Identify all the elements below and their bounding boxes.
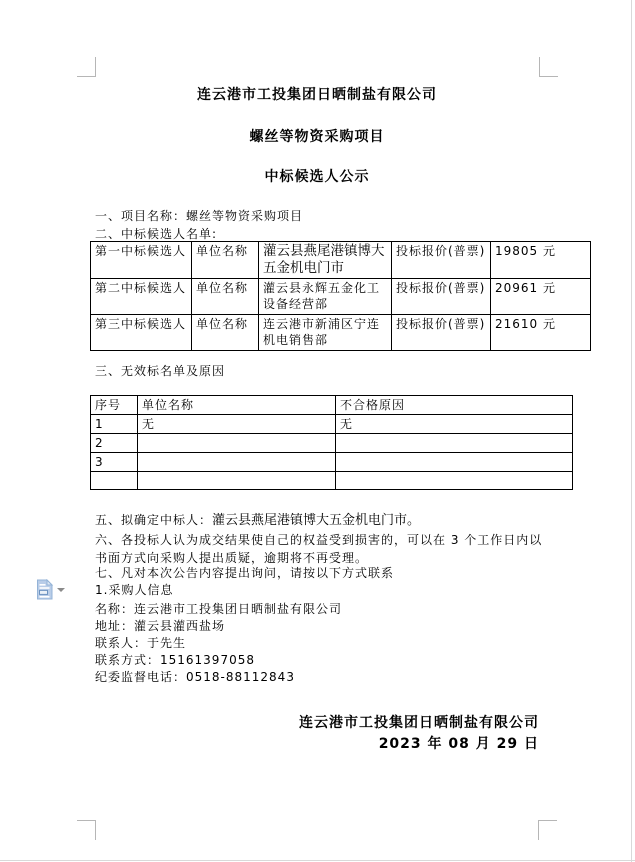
- purchaser-name-line: 名称：连云港市工投集团日晒制盐有限公司: [95, 602, 343, 616]
- unit-name: 连云港市新浦区宁连机电销售部: [259, 315, 392, 351]
- unit-label: 单位名称: [192, 242, 259, 279]
- table-row: [91, 453, 573, 472]
- footer-date: 2023 年 08 月 29 日: [378, 736, 539, 752]
- seq-cell: 1: [91, 415, 138, 434]
- doc-title-project: 螺丝等物资采购项目: [249, 129, 385, 145]
- footer-company-signature: 连云港市工投集团日晒制盐有限公司: [299, 715, 539, 731]
- invalid-bids-table: [90, 395, 573, 490]
- purchaser-contact-person-line: 联系人：于先生: [95, 636, 187, 650]
- price-value: 20961 元: [491, 279, 591, 315]
- table-row: [91, 434, 573, 453]
- table-row: [91, 472, 573, 490]
- price-label: 投标报价(普票): [392, 315, 491, 351]
- clipboard-paste-icon: [36, 579, 54, 600]
- section-3-invalid-heading: 三、无效标名单及原因: [95, 364, 226, 378]
- reason-cell: [336, 472, 573, 490]
- col-header-unit: 单位名称: [138, 396, 336, 415]
- seq-cell: 2: [91, 434, 138, 453]
- winner-name: 灌云县燕尾港镇博大五金机电门市。: [212, 513, 421, 528]
- margin-cropmark-bottom-right: [538, 820, 557, 840]
- seq-cell: [91, 472, 138, 490]
- unit-cell: [138, 453, 336, 472]
- purchaser-phone-line: 联系方式：15161397058: [95, 653, 255, 667]
- purchaser-address-line: 地址：灌云县灌西盐场: [95, 619, 226, 633]
- unit-label: 单位名称: [192, 315, 259, 351]
- supervision-phone-line: 纪委监督电话：0518-88112843: [95, 670, 295, 684]
- col-header-reason: 不合格原因: [336, 396, 573, 415]
- section-1-project-name: 一、项目名称：螺丝等物资采购项目: [95, 209, 304, 223]
- unit-cell: [138, 434, 336, 453]
- price-value: 19805 元: [491, 242, 591, 279]
- price-label: 投标报价(普票): [392, 242, 491, 279]
- price-label: 投标报价(普票): [392, 279, 491, 315]
- unit-cell: [138, 472, 336, 490]
- unit-name: 灌云县燕尾港镇博大五金机电门市: [259, 242, 392, 279]
- candidate-rank: 第二中标候选人: [91, 279, 192, 315]
- section-2-candidates-heading: 二、中标候选人名单:: [95, 227, 218, 241]
- purchaser-info-heading: 1.采购人信息: [95, 583, 174, 597]
- reason-cell: 无: [336, 415, 573, 434]
- reason-cell: [336, 434, 573, 453]
- table-row: [91, 242, 591, 279]
- section-5-winner-line: [95, 513, 420, 528]
- margin-cropmark-top-right: [539, 57, 558, 77]
- unit-label: 单位名称: [192, 279, 259, 315]
- table-row: [91, 279, 591, 315]
- section-7-contact-heading: 七、凡对本次公告内容提出询问，请按以下方式联系: [95, 566, 395, 580]
- margin-cropmark-bottom-left: [77, 820, 96, 840]
- page-edge-bottom: [0, 860, 635, 861]
- price-value: 21610 元: [491, 315, 591, 351]
- candidate-rank: 第三中标候选人: [91, 315, 192, 351]
- candidates-table: [90, 241, 591, 351]
- table-header-row: [91, 396, 573, 415]
- unit-name: 灌云县永辉五金化工设备经营部: [259, 279, 392, 315]
- seq-cell: 3: [91, 453, 138, 472]
- margin-cropmark-top-left: [77, 57, 96, 77]
- page-edge-right: [631, 0, 632, 862]
- chevron-down-icon[interactable]: [57, 588, 65, 592]
- section-5-label: 五、拟确定中标人：: [95, 513, 213, 527]
- paste-options-button[interactable]: [34, 579, 68, 601]
- doc-title-notice: 中标候选人公示: [264, 169, 370, 185]
- reason-cell: [336, 453, 573, 472]
- table-row: [91, 315, 591, 351]
- table-row: [91, 415, 573, 434]
- purchaser-contact-block: [95, 600, 342, 685]
- unit-cell: 无: [138, 415, 336, 434]
- col-header-seq: 序号: [91, 396, 138, 415]
- doc-title-company: 连云港市工投集团日晒制盐有限公司: [197, 87, 437, 103]
- candidate-rank: 第一中标候选人: [91, 242, 192, 279]
- section-6-objection-clause: 六、各投标人认为成交结果使自己的权益受到损害的，可以在 3 个工作日内以书面方式向采购人提出质疑，逾期将不再受理。: [95, 533, 543, 565]
